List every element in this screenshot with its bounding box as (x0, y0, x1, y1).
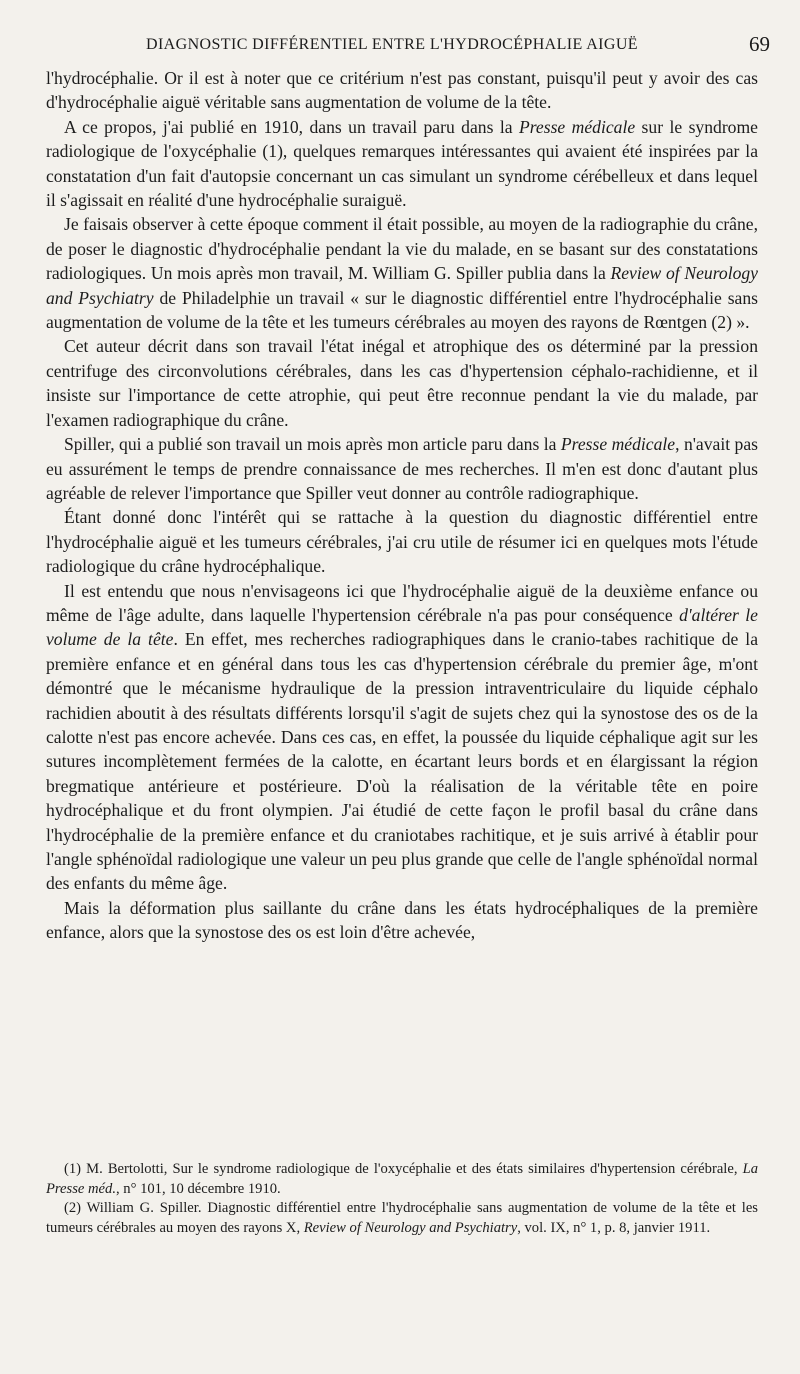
journal-title: Presse médicale (560, 434, 676, 455)
journal-title: Review of Neurology and Psychiatry (303, 1219, 518, 1236)
footnote-text: (2) William G. Spiller. Diagnostic différentiel entre l'hydrocéphalie sans augmentation de volume de la tête et les tumeurs cérébrales au moyen des rayons X, (46, 1200, 758, 1236)
paragraph-text: Étant donné donc l'intérêt qui se rattache à la question du diagnostic différentiel entre l'hydrocéphalie aiguë et les tumeurs cérébrales, j'ai cru utile de résumer ici en quelques mots l'étude radiologique du crâne hydrocéphalique. (46, 507, 758, 577)
page-header (46, 32, 770, 62)
paragraph-4 (46, 334, 758, 432)
footnote-1 (46, 1160, 758, 1199)
paragraph-2 (46, 115, 758, 213)
paragraph-1 (46, 66, 758, 115)
paragraph-text: Spiller, qui a publié son travail un mois après mon article paru dans la (64, 434, 561, 455)
paragraph-3 (46, 212, 758, 334)
paragraph-text: A ce propos, j'ai publié en 1910, dans un travail paru dans la (64, 116, 519, 137)
paragraph-text: Cet auteur décrit dans son travail l'état inégal et atrophique des os déterminé par la pression centrifuge des circonvolutions cérébrales, dans les cas d'hypertension céphalo-rachidienne, et il insiste sur l'importance de cette atrophie, qui peut être reconnue pendant la vie du malade, par l'examen radiographique du crâne. (46, 336, 758, 430)
paragraph-text: sur le syndrome radiologique de l'oxycéphalie (1), quelques remarques intéressantes qui avaient été inspirées par la constatation d'un fait d'autopsie concernant un cas simulant un syndrome cérébelleux et dans lequel il s'agissait en réalité d'une hydrocéphalie suraiguë. (46, 116, 758, 211)
paragraph-8 (46, 896, 758, 945)
main-text (46, 66, 758, 945)
footnote-text: , vol. IX, n° 1, p. 8, janvier 1911. (517, 1219, 711, 1236)
paragraph-text: de Philadelphie un travail « sur le diagnostic différentiel entre l'hydrocéphalie sans augmentation de volume de la tête et les tumeurs cérébrales au moyen des rayons de Rœntgen (2) ». (46, 287, 759, 333)
footnote-2 (46, 1199, 758, 1238)
journal-title: Review of Neurology and Psychiatry (46, 263, 758, 308)
page-number: 69 (749, 32, 770, 56)
footnote-text: (1) M. Bertolotti, Sur le syndrome radiologique de l'oxycéphalie et des états similaires d'hypertension cérébrale, (64, 1161, 743, 1177)
footnote-text: , n° 101, 10 décembre 1910. (115, 1180, 281, 1197)
paragraph-text: l'hydrocéphalie. Or il est à noter que ce critérium n'est pas constant, puisqu'il peut y avoir des cas d'hydrocéphalie aiguë véritable sans augmentation de volume de la tête. (46, 68, 758, 113)
footnotes (46, 1160, 758, 1238)
journal-title: La Presse méd. (46, 1161, 758, 1197)
paragraph-text: Mais la déformation plus saillante du crâne dans les états hydrocéphaliques de la première enfance, alors que la synostose des os est loin d'être achevée, (46, 897, 758, 943)
paragraph-text: . En effet, mes recherches radiographiques dans le cranio-tabes rachitique de la première enfance et en général dans tous les cas d'hypertension cérébrale du premier âge, m'ont démontré que le mécanisme hydraulique de la pression intraventriculaire du liquide céphalo rachidien aboutit à des résultats différents lorsqu'il s'agit de sujets chez qui la synostose des os de la calotte n'est pas encore achevée. Dans ces cas, en effet, la poussée du liquide céphalique agit sur les sutures incomplètement fermées de la calotte, en écartant leurs bords et en élargissant la région bregmatique antérieure et postérieure. D'où la réalisation de la véritable tête en poire hydrocéphalique et du front olympien. J'ai étudié de cette façon le profil basal du crâne dans l'hydrocéphalie de la première enfance et du craniotabes rachitique, et je suis arrivé à établir pour l'angle sphénoïdal radiologique une valeur un peu plus grande que celle de l'angle sphénoïdal normal des enfants du même âge. (46, 629, 758, 894)
paragraph-text: , n'avait pas eu assurément le temps de prendre connaissance de mes recherches. Il m'en est donc d'autant plus agréable de relever l'importance que Spiller veut donner au contrôle radiographique. (46, 434, 758, 503)
paragraph-6 (46, 505, 758, 578)
paragraph-text: Il est entendu que nous n'envisageons ici que l'hydrocéphalie aiguë de la deuxième enfance ou même de l'âge adulte, dans laquelle l'hypertension cérébrale n'a pas pour conséquence (46, 580, 758, 625)
paragraph-5 (46, 432, 758, 505)
paragraph-text: Je faisais observer à cette époque comment il était possible, au moyen de la radiographie du crâne, de poser le diagnostic d'hydrocéphalie pendant la vie du malade, en se basant sur des constatations radiologiques. Un mois après mon travail, M. William G. Spiller publia dans la (46, 214, 758, 284)
emphasis: d'altérer le volume de la tête (46, 604, 758, 650)
journal-title: Presse médicale (518, 116, 636, 137)
running-title: DIAGNOSTIC DIFFÉRENTIEL ENTRE L'HYDROCÉPHALIE AIGUË (146, 36, 638, 53)
paragraph-7 (46, 579, 758, 896)
